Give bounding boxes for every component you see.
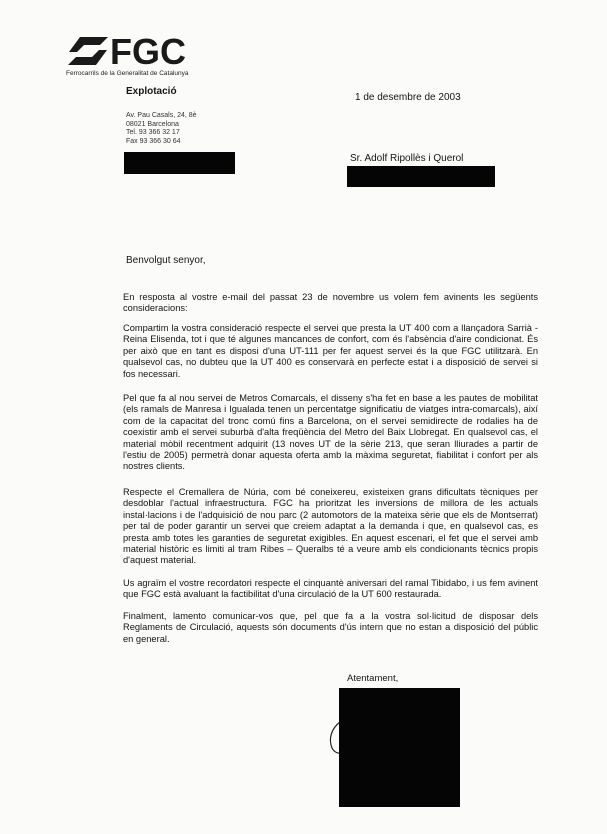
recipient-name: Sr. Adolf Ripollès i Querol bbox=[350, 153, 464, 164]
paragraph: Respecte el Cremallera de Núria, com bé coneixereu, existeixen grans dificultats tècniques per desdoblar l'actual infraestructura. FGC ha prioritzat les inversions de millora de les actuals instal·lacions i de l'adquisició de nou parc (2 automotors de la mateixa sèrie que els de Montserrat) per tal de poder garantir un servei que creiem adaptat a la demanda i que, en qualsevol cas, es presta amb totes les garanties de seguretat exigibles. En aquest escenari, el fet que el servei amb material històric es limiti al tram Ribes – Queralbs té a veure amb els condicionants tècnics propis d'aquest material. bbox=[123, 487, 538, 566]
paragraph: Compartim la vostra consideració respecte el servei que presta la UT 400 com a llançadora Sarrià - Reina Elisenda, tot i que té algunes mancances de confort, com és l'absència d'aire condicionat. És per això que en tant es disposi d'una UT-111 per fer aquest servei és la que FGC utilitzarà. En qualsevol cas, no dubteu que la UT 400 es conservarà en perfecte estat i a disposició de servei si fos necessari. bbox=[123, 323, 538, 379]
paragraph: Finalment, lamento comunicar-vos que, pel que fa a la vostra sol·licitud de disposar dels Reglaments de Circulació, aquests són documents d'ús intern que no estan a disposició del públic en general. bbox=[123, 611, 538, 644]
signature-redaction-box bbox=[339, 688, 460, 807]
paragraph: Us agraïm el vostre recordatori respecte el cinquantè aniversari del ramal Tibidabo, i us fem avinent que FGC està avaluant la factibilitat d'una circulació de la UT 600 restaurada. bbox=[123, 578, 538, 600]
address-line: Tel. 93 366 32 17 bbox=[126, 129, 180, 137]
salutation: Benvolgut senyor, bbox=[126, 255, 206, 266]
letter-date: 1 de desembre de 2003 bbox=[355, 92, 461, 103]
paragraph: En resposta al vostre e-mail del passat 23 de novembre us volem fem avinents les següents consideracions: bbox=[123, 292, 538, 314]
address-line: 08021 Barcelona bbox=[126, 120, 179, 128]
redaction-box bbox=[347, 166, 495, 187]
department: Explotació bbox=[126, 86, 177, 97]
organization-name: Ferrocarrils de la Generalitat de Catalunya bbox=[66, 70, 189, 77]
address-line: Av. Pau Casals, 24, 8è bbox=[126, 112, 197, 119]
fgc-logo-mark-icon bbox=[66, 36, 110, 66]
fgc-logo bbox=[66, 31, 206, 80]
paragraph: Pel que fa al nou servei de Metros Comarcals, el disseny s'ha fet en base a les pautes de mobilitat (els ramals de Manresa i Igualada tenen un percentatge significatiu de viatges intra-comarcals), així com de la capacitat del tronc comú fins a Barcelona, on el servei semidirecte de rodalies ha de coexistir amb el servei suburbà d'alta freqüència del Metro del Baix Llobregat. En qualsevol cas, el material mòbil recentment adquirit (13 noves UT de la sèrie 213, que seran lliurades a partir de l'estiu de 2005) permetrà donar aquesta oferta amb la màxima seguretat, fiabilitat i confort per als nostres clients. bbox=[123, 393, 538, 472]
closing: Atentament, bbox=[347, 673, 399, 684]
sender-address bbox=[126, 112, 197, 146]
address-line: Fax 93 366 30 64 bbox=[126, 137, 181, 145]
redaction-box bbox=[124, 152, 235, 174]
logo-text: FGC bbox=[110, 31, 186, 72]
